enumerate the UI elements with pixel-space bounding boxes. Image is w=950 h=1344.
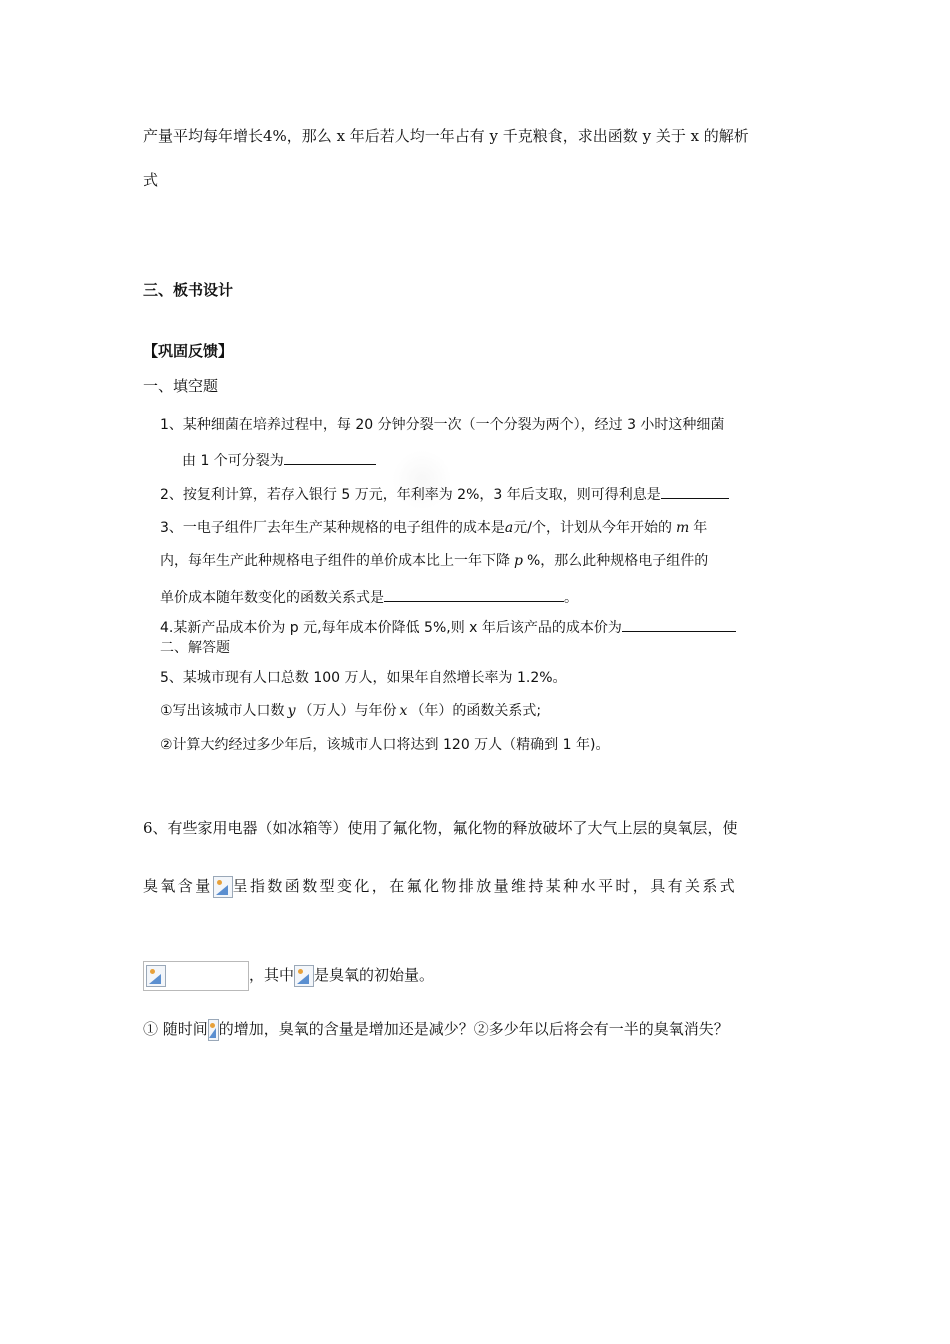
q6-text-3: ，其中 xyxy=(249,966,295,984)
fill-in-heading: 一、填空题 xyxy=(143,377,219,395)
q6-line-3 xyxy=(143,961,434,991)
q3-var-m: m xyxy=(675,520,690,536)
q3-line-2 xyxy=(160,551,708,571)
q5-var-y: y xyxy=(287,703,296,719)
q4-line xyxy=(160,617,736,638)
q6-text-6: 的增加，臭氧的含量是增加还是减少？②多少年以后将会有一半的臭氧消失？ xyxy=(218,1020,729,1038)
section-3-heading: 三、板书设计 xyxy=(143,281,234,299)
q2-line xyxy=(160,484,729,505)
q3-line-3 xyxy=(160,587,578,608)
q6-text-1: 臭氧含量 xyxy=(143,877,213,895)
q6-text-4: 是臭氧的初始量。 xyxy=(314,966,435,984)
feedback-heading: 【巩固反馈】 xyxy=(143,342,234,360)
q1-line-2 xyxy=(182,450,376,471)
q3-text-3: 年 xyxy=(693,520,708,536)
q3-text-4: 内，每年生产此种规格电子组件的单价成本比上一年下降 xyxy=(160,553,510,569)
q6-line-2 xyxy=(143,876,737,898)
q3-text-2: 元/个，计划从今年开始的 xyxy=(513,520,672,536)
q5-text-3: （年）的函数关系式; xyxy=(410,703,542,719)
q1-text: 由 1 个可分裂为 xyxy=(182,453,284,469)
q6-text-5: ① 随时间 xyxy=(143,1020,208,1038)
intro-line-1: 产量平均每年增长4%，那么 x 年后若人均一年占有 y 千克粮食，求出函数 y 关于 x 的解析 xyxy=(143,127,749,145)
q3-text-6: 单价成本随年数变化的函数关系式是 xyxy=(160,590,384,606)
q5-line-1: 5、某城市现有人口总数 100 万人，如果年自然增长率为 1.2%。 xyxy=(160,670,567,686)
q3-text-5: %，那么此种规格电子组件的 xyxy=(526,553,709,569)
q4-answer-blank[interactable] xyxy=(622,617,736,632)
q3-text-end: 。 xyxy=(564,590,578,606)
q2-text: 2、按复利计算，若存入银行 5 万元，年利率为 2%，3 年后支取，则可得利息是 xyxy=(160,487,661,503)
answer-heading: 二、解答题 xyxy=(160,640,230,656)
q1-answer-blank[interactable] xyxy=(284,450,376,465)
q4-text: 4.某新产品成本价为 p 元,每年成本价降低 5%,则 x 年后该产品的成本价为 xyxy=(160,620,622,636)
q6-line-1: 6、有些家用电器（如冰箱等）使用了氟化物，氟化物的释放破坏了大气上层的臭氧层，使 xyxy=(143,819,738,837)
q3-line-1 xyxy=(160,518,707,538)
broken-image-icon xyxy=(213,876,233,898)
q3-text-1: 3、一电子组件厂去年生产某种规格的电子组件的成本是 xyxy=(160,520,505,536)
q5-text-1: ①写出该城市人口数 xyxy=(160,703,285,719)
intro-line-2: 式 xyxy=(143,171,159,189)
broken-image-icon xyxy=(294,965,314,987)
q6-text-2: 呈指数函数型变化，在氟化物排放量维持某种水平时，具有关系式 xyxy=(232,877,738,895)
broken-image-icon xyxy=(146,965,166,987)
formula-image-placeholder xyxy=(143,961,249,991)
q3-var-a: a xyxy=(504,520,514,536)
q1-line-1: 1、某种细菌在培养过程中，每 20 分钟分裂一次（一个分裂为两个），经过 3 小时这种细菌 xyxy=(160,417,725,433)
q5-line-3: ②计算大约经过多少年后，该城市人口将达到 120 万人（精确到 1 年)。 xyxy=(160,737,610,753)
broken-image-icon xyxy=(208,1019,219,1041)
q5-line-2 xyxy=(160,701,541,721)
q5-var-x: x xyxy=(399,703,408,719)
q6-line-4 xyxy=(143,1019,729,1041)
q3-var-p: p xyxy=(514,553,523,569)
q5-text-2: （万人）与年份 xyxy=(298,703,397,719)
q2-answer-blank[interactable] xyxy=(661,484,729,499)
q3-answer-blank[interactable] xyxy=(384,587,564,602)
